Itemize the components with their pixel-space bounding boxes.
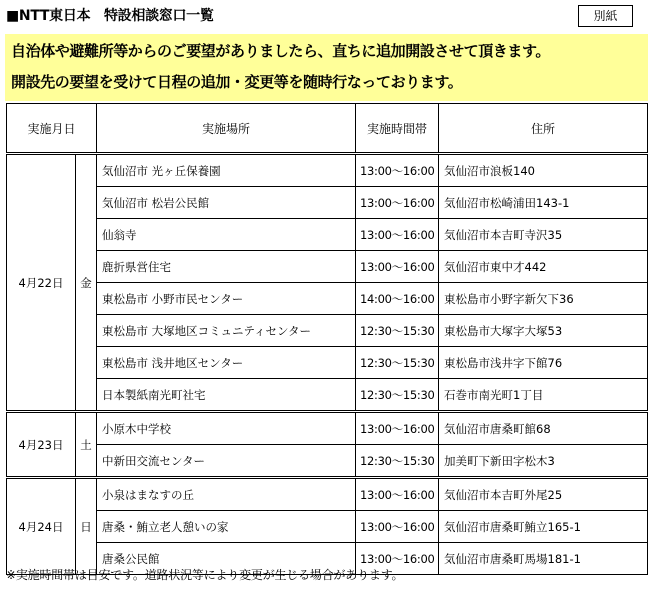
table-row <box>7 412 648 445</box>
table-row <box>7 219 648 251</box>
time-cell: 12:30～15:30 <box>356 445 439 478</box>
header-place: 実施場所 <box>97 104 356 154</box>
table-row <box>7 251 648 283</box>
time-cell: 13:00～16:00 <box>356 187 439 219</box>
table-row <box>7 154 648 187</box>
time-cell: 14:00～16:00 <box>356 283 439 315</box>
place-cell: 唐桑・鮪立老人憩いの家 <box>97 511 356 543</box>
time-cell: 13:00～16:00 <box>356 219 439 251</box>
header-date: 実施月日 <box>7 104 97 154</box>
place-cell: 気仙沼市 光ヶ丘保養園 <box>97 154 356 187</box>
address-cell: 気仙沼市松崎浦田143-1 <box>439 187 648 219</box>
time-cell: 13:00～16:00 <box>356 412 439 445</box>
time-cell: 13:00～16:00 <box>356 543 439 575</box>
schedule-body <box>7 154 648 575</box>
header-address: 住所 <box>439 104 648 154</box>
address-cell: 石巻市南光町1丁目 <box>439 379 648 412</box>
address-cell: 気仙沼市東中才442 <box>439 251 648 283</box>
place-cell: 鹿折県営住宅 <box>97 251 356 283</box>
weekday-cell: 金 <box>76 154 97 412</box>
address-cell: 気仙沼市本吉町寺沢35 <box>439 219 648 251</box>
address-cell: 東松島市浅井字下館76 <box>439 347 648 379</box>
attachment-badge: 別紙 <box>578 5 633 27</box>
place-cell: 日本製紙南光町社宅 <box>97 379 356 412</box>
place-cell: 気仙沼市 松岩公民館 <box>97 187 356 219</box>
time-cell: 12:30～15:30 <box>356 347 439 379</box>
time-cell: 13:00～16:00 <box>356 251 439 283</box>
date-cell: 4月22日 <box>7 154 76 412</box>
page-title: ■NTT東日本 特設相談窓口一覧 <box>6 8 214 24</box>
table-row <box>7 347 648 379</box>
place-cell: 東松島市 大塚地区コミュニティセンター <box>97 315 356 347</box>
time-cell: 12:30～15:30 <box>356 379 439 412</box>
place-cell: 小泉はまなすの丘 <box>97 478 356 511</box>
place-cell: 中新田交流センター <box>97 445 356 478</box>
table-row <box>7 283 648 315</box>
time-cell: 13:00～16:00 <box>356 154 439 187</box>
footnote: ※実施時間帯は目安です。道路状況等により変更が生じる場合があります。 <box>6 568 404 582</box>
place-cell: 東松島市 浅井地区センター <box>97 347 356 379</box>
schedule-table <box>6 103 648 575</box>
table-row <box>7 478 648 511</box>
weekday-cell: 土 <box>76 412 97 478</box>
header-time: 実施時間帯 <box>356 104 439 154</box>
address-cell: 東松島市大塚字大塚53 <box>439 315 648 347</box>
date-cell: 4月24日 <box>7 478 76 575</box>
time-cell: 12:30～15:30 <box>356 315 439 347</box>
address-cell: 加美町下新田字松木3 <box>439 445 648 478</box>
address-cell: 気仙沼市本吉町外尾25 <box>439 478 648 511</box>
notice-line-1: 自治体や避難所等からのご要望がありましたら、直ちに追加開設させて頂きます。 <box>11 42 551 60</box>
table-row <box>7 315 648 347</box>
time-cell: 13:00～16:00 <box>356 511 439 543</box>
place-cell: 仙翁寺 <box>97 219 356 251</box>
address-cell: 東松島市小野字新欠下36 <box>439 283 648 315</box>
weekday-cell: 日 <box>76 478 97 575</box>
address-cell: 気仙沼市浪板140 <box>439 154 648 187</box>
notice-banner <box>5 34 648 101</box>
place-cell: 小原木中学校 <box>97 412 356 445</box>
table-row <box>7 187 648 219</box>
date-cell: 4月23日 <box>7 412 76 478</box>
table-header-row <box>7 104 648 154</box>
notice-line-2: 開設先の要望を受けて日程の追加・変更等を随時行なっております。 <box>11 73 463 91</box>
table-row <box>7 445 648 478</box>
place-cell: 唐桑公民館 <box>97 543 356 575</box>
address-cell: 気仙沼市唐桑町鮪立165-1 <box>439 511 648 543</box>
address-cell: 気仙沼市唐桑町館68 <box>439 412 648 445</box>
address-cell: 気仙沼市唐桑町馬場181-1 <box>439 543 648 575</box>
time-cell: 13:00～16:00 <box>356 478 439 511</box>
table-row <box>7 511 648 543</box>
table-row <box>7 379 648 412</box>
place-cell: 東松島市 小野市民センター <box>97 283 356 315</box>
